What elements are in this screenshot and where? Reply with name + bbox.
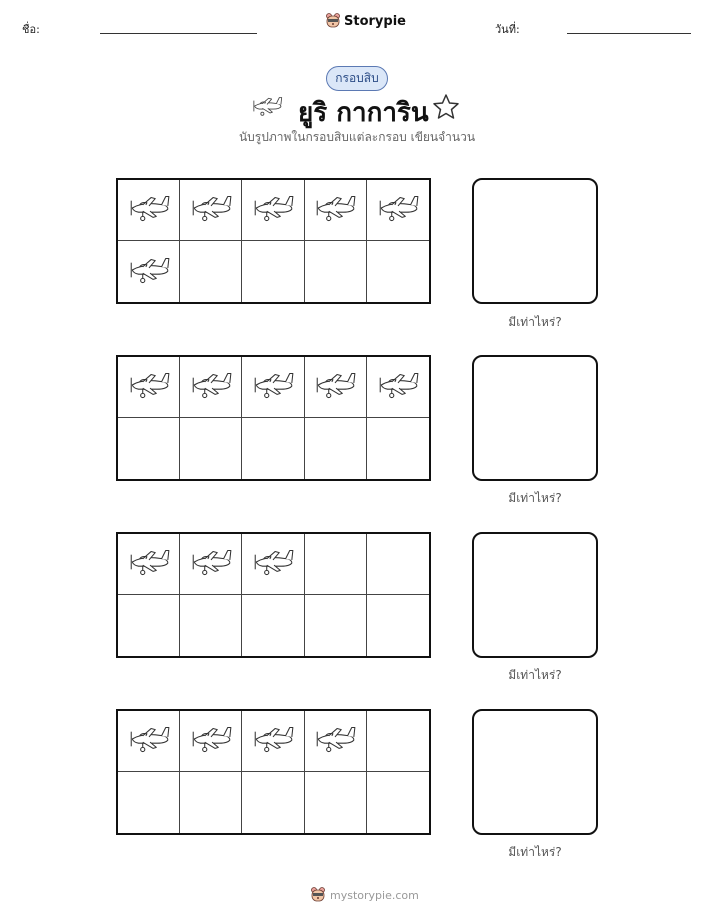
frame-cell: [305, 418, 367, 479]
airplane-icon: [126, 545, 172, 583]
airplane-icon: [250, 368, 296, 406]
ten-frame-1: [116, 178, 431, 304]
frame-cell: [367, 534, 429, 595]
worksheet-title: ยูริ กาการิน: [298, 98, 429, 128]
frame-cell: [367, 772, 429, 833]
ten-frame-3: [116, 532, 431, 658]
frame-cell: [367, 180, 429, 241]
frame-cell: [118, 418, 180, 479]
airplane-icon: [126, 722, 172, 760]
airplane-icon: [188, 191, 234, 229]
frame-cell: [180, 534, 242, 595]
frame-cell: [180, 241, 242, 302]
airplane-icon: [188, 722, 234, 760]
frame-cell: [242, 418, 304, 479]
frame-cell: [242, 180, 304, 241]
frame-cell: [118, 241, 180, 302]
brand-logo: [325, 12, 406, 30]
airplane-icon: [312, 191, 358, 229]
airplane-decor-icon: [250, 94, 284, 118]
airplane-icon: [312, 722, 358, 760]
frame-cell: [305, 772, 367, 833]
frame-cell: [305, 534, 367, 595]
frame-cell: [242, 772, 304, 833]
frame-cell: [242, 357, 304, 418]
airplane-icon: [126, 368, 172, 406]
frame-cell: [118, 711, 180, 772]
frame-cell: [118, 357, 180, 418]
frame-cell: [242, 241, 304, 302]
airplane-icon: [250, 722, 296, 760]
bear-icon: [310, 886, 326, 904]
frame-cell: [305, 357, 367, 418]
instructions: นับรูปภาพในกรอบสิบแต่ละกรอบ เขียนจำนวน: [238, 130, 476, 144]
frame-cell: [242, 711, 304, 772]
frame-cell: [367, 241, 429, 302]
frame-cell: [305, 595, 367, 656]
question-label-2: มีเท่าไหร่?: [508, 491, 562, 505]
date-label: วันที่:: [495, 23, 520, 36]
airplane-icon: [250, 545, 296, 583]
frame-cell: [367, 711, 429, 772]
answer-box-3[interactable]: [472, 532, 598, 658]
airplane-icon: [312, 368, 358, 406]
frame-cell: [367, 357, 429, 418]
footer-url: mystorypie.com: [330, 888, 419, 902]
frame-cell: [180, 180, 242, 241]
ten-frame-4: [116, 709, 431, 835]
frame-cell: [242, 595, 304, 656]
airplane-icon: [188, 368, 234, 406]
airplane-icon: [375, 368, 421, 406]
name-line[interactable]: [100, 33, 257, 34]
answer-box-2[interactable]: [472, 355, 598, 481]
frame-cell: [180, 595, 242, 656]
question-label-4: มีเท่าไหร่?: [508, 845, 562, 859]
frame-cell: [305, 711, 367, 772]
frame-cell: [305, 180, 367, 241]
topic-badge: กรอบสิบ: [326, 66, 388, 91]
frame-cell: [242, 534, 304, 595]
frame-cell: [118, 772, 180, 833]
answer-box-4[interactable]: [472, 709, 598, 835]
airplane-icon: [188, 545, 234, 583]
frame-cell: [118, 595, 180, 656]
bear-icon: [325, 12, 341, 30]
frame-cell: [367, 418, 429, 479]
date-line[interactable]: [567, 33, 691, 34]
answer-box-1[interactable]: [472, 178, 598, 304]
frame-cell: [180, 711, 242, 772]
frame-cell: [118, 534, 180, 595]
question-label-3: มีเท่าไหร่?: [508, 668, 562, 682]
airplane-icon: [126, 253, 172, 291]
brand-name: Storypie: [344, 13, 406, 29]
frame-cell: [118, 180, 180, 241]
airplane-icon: [375, 191, 421, 229]
frame-cell: [180, 772, 242, 833]
frame-cell: [367, 595, 429, 656]
question-label-1: มีเท่าไหร่?: [508, 315, 562, 329]
frame-cell: [180, 418, 242, 479]
frame-cell: [180, 357, 242, 418]
airplane-icon: [126, 191, 172, 229]
airplane-icon: [250, 191, 296, 229]
star-icon: [431, 92, 461, 122]
footer: [310, 886, 419, 904]
name-label: ชื่อ:: [22, 23, 40, 36]
frame-cell: [305, 241, 367, 302]
ten-frame-2: [116, 355, 431, 481]
